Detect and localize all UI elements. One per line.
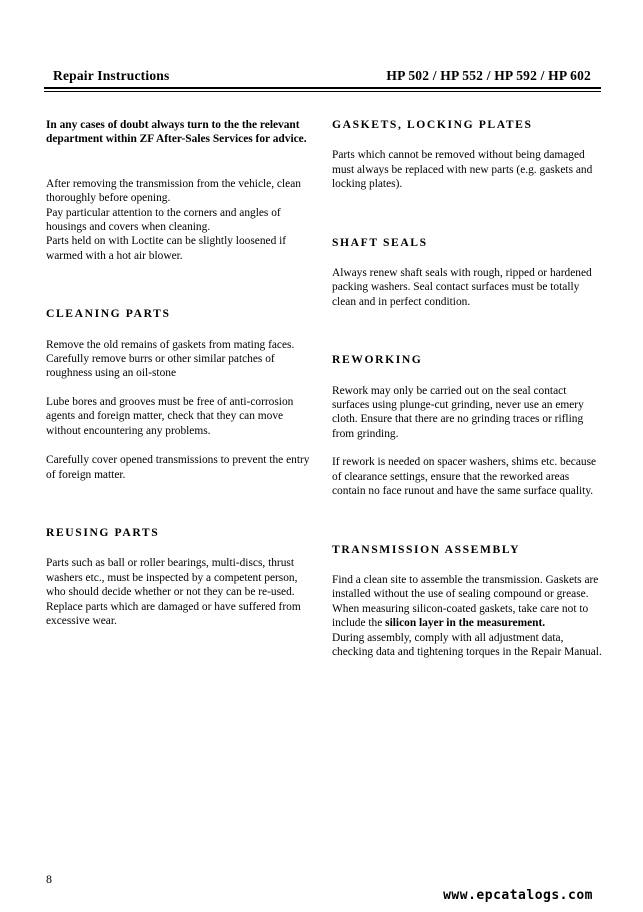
section-heading-cleaning: CLEANING PARTS bbox=[46, 307, 171, 321]
reusing-paragraph: Parts such as ball or roller bearings, multi-discs, thrust washers etc., must be inspected by a competent person, who should decide whether or not they can be re-used. bbox=[46, 557, 298, 599]
header-model-list: HP 502 / HP 552 / HP 592 / HP 602 bbox=[386, 68, 591, 83]
section-heading-shaft-seals: SHAFT SEALS bbox=[332, 235, 428, 249]
general-paragraph: Pay particular attention to the corners and angles of housings and covers when cleaning. bbox=[46, 206, 281, 234]
assembly-text: Find a clean site to assemble the transmission. Gaskets are installed without the use of sealing compound or grease. When measuring silicon-coated gaskets, take care not to include the bbox=[332, 573, 599, 630]
assembly-paragraph: During assembly, comply with all adjustment data, checking data and tightening torques in the Repair Manual. bbox=[332, 631, 602, 658]
intro-note: In any cases of doubt always turn to the the relevant department within ZF After-Sales Services for advice. bbox=[46, 119, 307, 146]
reworking-paragraph: If rework is needed on spacer washers, shims etc. because of clearance settings, ensure that the reworked areas contain no face runout and have the same surface quality. bbox=[332, 456, 597, 498]
general-paragraph: Parts held on with Loctite can be slightly loosened if warmed with a hot air blower. bbox=[46, 235, 287, 262]
section-heading-reusing: REUSING PARTS bbox=[46, 525, 160, 539]
header-title: Repair Instructions bbox=[53, 68, 170, 83]
watermark-url: www.epcatalogs.com bbox=[443, 888, 593, 903]
assembly-bold-text: silicon layer in the measurement. bbox=[385, 617, 546, 630]
shaft-seals-paragraph: Always renew shaft seals with rough, ripped or hardened packing washers. Seal contact surfaces must be totally clean and in perfect condition. bbox=[332, 267, 592, 308]
assembly-paragraph bbox=[332, 573, 602, 631]
header-rule-thin bbox=[44, 91, 601, 92]
section-heading-assembly: TRANSMISSION ASSEMBLY bbox=[332, 542, 521, 556]
cleaning-paragraph: Carefully cover opened transmissions to prevent the entry of foreign matter. bbox=[46, 454, 310, 481]
section-heading-gaskets: GASKETS, LOCKING PLATES bbox=[332, 118, 533, 131]
left-column bbox=[46, 118, 316, 628]
header-rule-thick bbox=[44, 87, 601, 89]
gaskets-paragraph: Parts which cannot be removed without being damaged must always be replaced with new parts (e.g. gaskets and locking plates). bbox=[332, 149, 593, 191]
general-paragraph: After removing the transmission from the vehicle, clean thoroughly before opening. bbox=[46, 177, 301, 205]
cleaning-paragraph: Remove the old remains of gaskets from mating faces. Carefully remove burrs or other similar patches of roughness using an oil-stone bbox=[46, 338, 295, 380]
reusing-paragraph: Replace parts which are damaged or have suffered from excessive wear. bbox=[46, 600, 301, 627]
reworking-paragraph: Rework may only be carried out on the seal contact surfaces using plunge-cut grinding, never use an emery cloth. Ensure that there are no grinding traces or rifling from grinding. bbox=[332, 384, 584, 440]
right-column bbox=[332, 118, 602, 659]
section-heading-reworking: REWORKING bbox=[332, 353, 423, 367]
page-number: 8 bbox=[46, 872, 52, 886]
cleaning-paragraph: Lube bores and grooves must be free of anti-corrosion agents and foreign matter, check that they can move without encountering any problems. bbox=[46, 395, 294, 437]
